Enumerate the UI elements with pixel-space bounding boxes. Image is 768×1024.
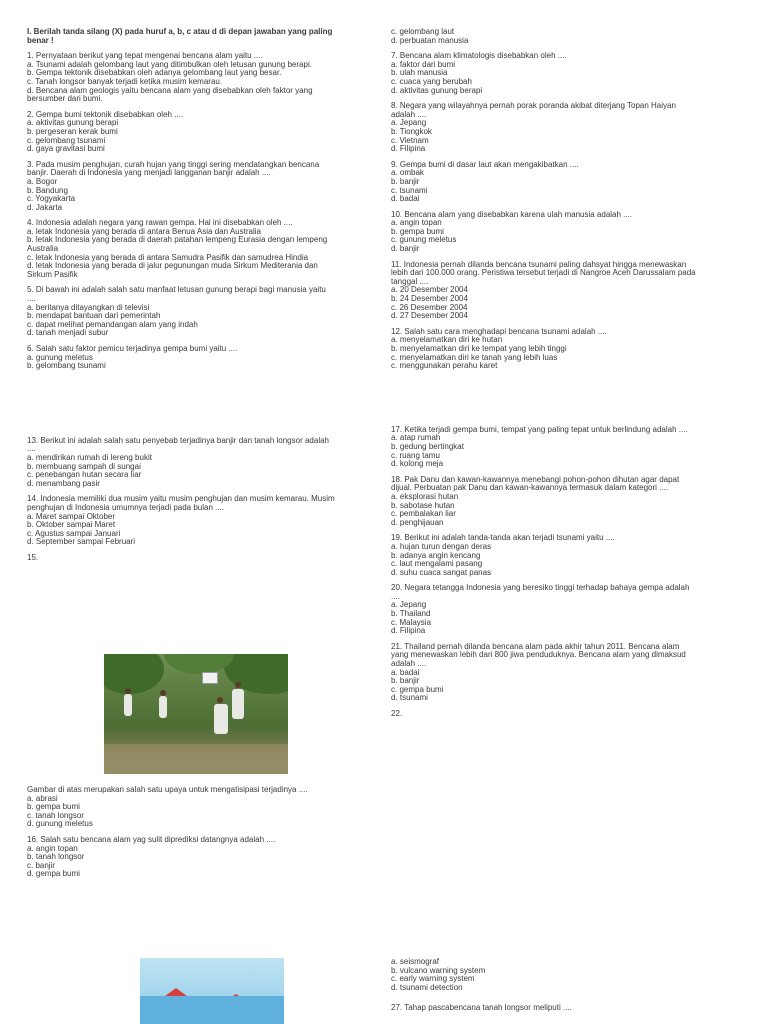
q4-option-b[interactable]: b. letak Indonesia yang berada di daerah patahan lempeng Eurasia dengan lempeng [27,235,328,245]
right-column-lower [391,958,736,1020]
sign-board [202,672,218,684]
q9-text: 9. Gempa bumi di dasar laut akan mengakibatkan .... [391,159,579,169]
question-20 [391,584,736,636]
q22-option-b[interactable]: b. vulcano warning system [391,965,486,975]
q14-option-d[interactable]: d. September sampai Februari [27,537,136,547]
q18-option-a[interactable]: a. eksplorasi hutan [391,491,459,501]
q4-option-d[interactable]: d. letak Indonesia yang berada di jalur pegunungan muda Sirkum Mediterania dan [27,261,318,271]
q3-option-d[interactable]: d. Jakarta [27,202,63,212]
instructions-title [27,28,367,45]
q7-option-d[interactable]: d. aktivitas gunung berapi [391,85,483,95]
question-6 [27,345,367,371]
q8-option-a[interactable]: a. Jepang [391,118,427,128]
q7-option-a[interactable]: a. faktor dari bumi [391,59,456,69]
q13-option-a[interactable]: a. mendirikan rumah di lereng bukit [27,452,152,462]
person-head [217,697,223,703]
person-figure [232,689,244,719]
q2-option-d[interactable]: d. gaya gravitasi bumi [27,144,105,154]
q17-option-d[interactable]: d. kolong meja [391,459,444,469]
q16-option-a[interactable]: a. angin topan [27,843,78,853]
question-16 [27,836,367,879]
q8-option-d[interactable]: d. Filipina [391,144,426,154]
q1-text: 1. Pernyataan berikut yang tepat mengenai bencana alam yaitu .... [27,51,263,61]
q1-option-c[interactable]: c. Tanah longsor banyak terjadi ketika musim kemarau. [27,76,223,86]
q15-option-a[interactable]: a. abrasi [27,793,58,803]
title-line-1: I. Berilah tanda silang (X) pada huruf a, b, c atau d di depan jawaban yang paling [27,27,333,36]
q4-option-a[interactable]: a. letak Indonesia yang berada di antara Benua Asia dan Australia [27,226,261,236]
person-head [160,690,166,696]
q19-option-c[interactable]: c. laut mengalami pasang [391,559,483,569]
q1-option-d-cont: bersumber dari bumi. [27,94,103,104]
question-15 [27,786,367,829]
q27-text: 27. Tahap pascabencana tanah longsor meliputi .... [391,1003,572,1013]
q4-option-b-cont: Australia [27,244,59,254]
q4-text: 4. Indonesia adalah negara yang rawan gempa. Hal ini disebabkan oleh .... [27,218,293,228]
q21-text: 21. Thailand pernah dilanda bencana alam pada akhir tahun 2011. Bencana alam [391,641,680,651]
q12-option-c[interactable]: c. menyelamatkan diri ke tanah yang lebih luas [391,352,558,362]
q11-text-cont: lebih dari 100.000 orang. Peristiwa tersebut terjadi di Nangroe Aceh Darussalam pada [391,268,696,278]
q19-text: 19. Berikut ini adalah tanda-tanda akan terjadi tsunami yaitu .... [391,533,615,543]
q5-option-a[interactable]: a. beritanya ditayangkan di televisi [27,302,150,312]
q13-option-c[interactable]: c. penebangan hutan secara liar [27,470,142,480]
q18-option-b[interactable]: b. sabotase hutan [391,500,455,510]
q3-option-a[interactable]: a. Bogor [27,176,58,186]
flood-illustration [140,958,284,1024]
q11-option-d[interactable]: d. 27 Desember 2004 [391,311,468,321]
q18-text-cont: dijual. Perbuatan pak Danu dan kawan-kawannya termasuk dalam kategori .... [391,483,669,493]
q13-option-d[interactable]: d. menambang pasir [27,478,100,488]
q19-option-b[interactable]: b. adanya angin kencang [391,550,481,560]
q3-text-cont: banjir. Daerah di Indonesia yang menjadi langganan banjir adalah .... [27,168,271,178]
q20-option-a[interactable]: a. Jepang [391,600,427,610]
q8-option-c[interactable]: c. Vietnam [391,135,429,145]
q10-option-a[interactable]: a. angin topan [391,218,442,228]
q9-option-a[interactable]: a. ombak [391,168,424,178]
q1-option-a[interactable]: a. Tsunami adalah gelombang laut yang ditimbulkan oleh letusan gunung berapi. [27,59,312,69]
question-19 [391,534,736,577]
q11-text: 11. Indonesia pernah dilanda bencana tsunami paling dahsyat hingga menewaskan [391,259,687,269]
q8-text: 8. Negara yang wilayahnya pernah porak poranda akibat diterjang Topan Haiyan [391,101,676,111]
q5-option-b[interactable]: b. mendapat bantuan dari pemerintah [27,311,161,321]
q17-option-b[interactable]: b. gedung bertingkat [391,441,464,451]
q3-text: 3. Pada musim penghujan, curah hujan yang tinggi sering mendatangkan bencana [27,159,320,169]
q11-option-c[interactable]: c. 26 Desember 2004 [391,302,468,312]
q1-option-d[interactable]: d. Bencana alam geologis yaitu bencana alam yang disebabkan oleh faktor yang [27,85,313,95]
question-18 [391,476,736,528]
left-column [27,28,367,563]
muddy-water [104,744,288,774]
q17-text: 17. Ketika terjadi gempa bumi, tempat yang paling tepat untuk berlindung adalah .... [391,424,688,434]
question-9 [391,161,736,204]
q22-number: 22. [391,709,403,718]
question-12 [391,328,736,371]
question-6-continued [391,28,736,45]
q14-text-cont: penghujan di Indonesia umumnya terjadi pada bulan .... [27,502,225,512]
q9-option-c[interactable]: c. tsunami [391,185,428,195]
q6-option-b[interactable]: b. gelombang tsunami [27,361,106,371]
q20-option-b[interactable]: b. Thailand [391,609,431,619]
q6-text: 6. Salah satu faktor pemicu terjadinya gempa bumi yaitu .... [27,344,238,353]
person-head [235,682,241,688]
q10-text: 10. Bencana alam yang disebabkan karena ulah manusia adalah .... [391,209,633,219]
q5-text: 5. Di bawah ini adalah salah satu manfaat letusan gunung berapi bagi manusia yaitu [27,285,326,295]
question-3 [27,161,367,213]
q13-text-cont: .... [27,444,36,454]
q10-option-b[interactable]: b. gempa bumi [391,226,444,236]
q19-option-d[interactable]: d. suhu cuaca sangat panas [391,567,492,577]
page-gap [27,378,367,437]
q2-option-c[interactable]: c. gelombang tsunami [27,135,106,145]
question-14 [27,495,367,547]
q19-option-a[interactable]: a. hujan turun dengan deras [391,541,492,551]
q21-option-a[interactable]: a. badai [391,667,420,677]
q11-option-a[interactable]: a. 20 Desember 2004 [391,285,468,295]
q12-option-b[interactable]: b. menyelamatkan diri ke tempat yang lebih tinggi [391,344,567,353]
q20-text: 20. Negara tetangga Indonesia yang beresiko tinggi terhadap bahaya gempa adalah [391,583,690,593]
question-22-options [391,958,736,992]
question-4 [27,219,367,279]
tree-shape [224,654,288,694]
question-5 [27,286,367,338]
flood-water [140,996,284,1024]
right-column [391,28,736,719]
q15-text: Gambar di atas merupakan salah satu upaya untuk mengatisipasi terjadinya .... [27,785,308,794]
q12-text: 12. Salah satu cara menghadapi bencana tsunami adalah .... [391,326,607,336]
q15-mangrove-planting-photo [104,654,288,774]
q9-option-d[interactable]: d. badai [391,194,420,204]
q6-option-d[interactable]: d. perbuatan manusia [391,35,469,45]
q16-option-c[interactable]: c. banjir [27,860,56,870]
question-17 [391,426,736,469]
q15-number: 15. [27,552,39,562]
q20-option-c[interactable]: c. Malaysia [391,617,432,627]
q16-option-b[interactable]: b. tanah longsor [27,852,85,862]
person-figure [124,694,132,716]
q3-option-c[interactable]: c. Yogyakarta [27,194,76,204]
question-8 [391,102,736,154]
tree-shape [104,654,164,694]
question-10 [391,211,736,254]
q1-option-b[interactable]: b. Gempa tektonik disebabkan oleh adanya gelombang laut yang besar. [27,68,282,78]
title-line-2: benar ! [27,35,54,45]
q22-option-d[interactable]: d. tsunami detection [391,982,463,992]
person-figure [214,704,228,734]
q12-option-c2[interactable]: c. menggunakan perahu karet [391,361,498,371]
q5-text-cont: .... [27,294,36,304]
q17-option-a[interactable]: a. atap rumah [391,433,441,443]
q18-option-c[interactable]: c. pembalakan liar [391,509,456,519]
q17-option-c[interactable]: c. ruang tamu [391,450,440,460]
q16-text: 16. Salah satu bencana alam yag sulit diprediksi datangnya adalah .... [27,834,276,844]
q21-option-b[interactable]: b. banjir [391,676,420,686]
q14-option-c[interactable]: c. Agustus sampai Januari [27,528,121,538]
q15-option-b[interactable]: b. gempa bumi [27,802,80,812]
q20-option-d[interactable]: d. Filipina [391,626,426,636]
q14-text: 14. Indonesia memiliki dua musim yaitu musim penghujan dan musim kemarau. Musim [27,494,335,504]
q4-option-d-cont: Sirkum Pasifik [27,269,78,279]
question-2 [27,111,367,154]
q21-option-d[interactable]: d. tsunami [391,693,428,703]
q16-option-d[interactable]: d. gempa bumi [27,869,80,879]
q22-option-c[interactable]: c. early warning system [391,974,475,984]
q7-option-c[interactable]: c. cuaca yang berubah [391,76,472,86]
q3-option-b[interactable]: b. Bandung [27,185,68,195]
q7-option-b[interactable]: b. ulah manusia [391,68,448,78]
q21-text-cont2: adalah .... [391,659,427,669]
q5-option-c[interactable]: c. dapat melihat pemandangan alam yang indah [27,319,198,329]
person-figure [159,696,167,718]
q11-text-cont2: tanggal .... [391,276,429,286]
page-gap [391,378,736,426]
q8-text-cont: adalah .... [391,109,427,119]
q21-option-c[interactable]: c. gempa bumi [391,684,444,694]
q7-text: 7. Bencana alam klimatologis disebabkan oleh .... [391,51,567,61]
q8-option-b[interactable]: b. Tiongkok [391,126,432,136]
q2-option-a[interactable]: a. aktivitas gunung berapi [27,118,119,128]
q11-option-b[interactable]: b. 24 Desember 2004 [391,294,468,304]
q6-option-a[interactable]: a. gunung meletus [27,352,93,362]
q10-option-d[interactable]: d. banjir [391,244,420,254]
q2-text: 2. Gempa bumi tektonik disebabkan oleh .... [27,109,184,119]
q14-option-a[interactable]: a. Maret sampai Oktober [27,511,116,521]
left-column-lower [27,786,367,886]
question-13 [27,437,367,489]
q10-option-c[interactable]: c. gunung meletus [391,235,457,245]
q6-option-c[interactable]: c. gelombang laut [391,27,455,36]
q9-option-b[interactable]: b. banjir [391,176,420,186]
person-head [125,688,131,694]
q18-option-d[interactable]: d. penghijauan [391,517,444,527]
q21-text-cont: yang menewaskan lebih dari 800 jiwa penduduknya. Bencana alam yang dimaksud [391,650,686,660]
question-21 [391,643,736,703]
q2-option-b[interactable]: b. pergeseran kerak bumi [27,126,118,136]
question-1 [27,52,367,104]
q12-option-a[interactable]: a. menyelamatkan diri ke hutan [391,335,503,345]
tree-shape [164,654,234,674]
q13-text: 13. Berikut ini adalah salah satu penyebab terjadinya banjir dan tanah longsor adalah [27,435,329,445]
q14-option-b[interactable]: b. Oktober sampai Maret [27,520,116,530]
q20-text-cont: .... [391,591,400,601]
q5-option-d[interactable]: d. tanah menjadi subur [27,328,109,338]
q15-option-d[interactable]: d. gunung meletus [27,819,93,829]
question-11 [391,261,736,321]
q22-option-a[interactable]: a. seismograf [391,957,440,966]
question-27 [391,1004,736,1013]
q18-text: 18. Pak Danu dan kawan-kawannya menebangi pohon-pohon dihutan agar dapat [391,474,680,484]
q4-option-c[interactable]: c. letak Indonesia yang berada di antara Samudra Pasifik dan samudrea Hindia [27,252,309,262]
question-7 [391,52,736,95]
q13-option-b[interactable]: b. membuang sampah di sungai [27,461,141,471]
q15-option-c[interactable]: c. tanah longsor [27,810,84,820]
